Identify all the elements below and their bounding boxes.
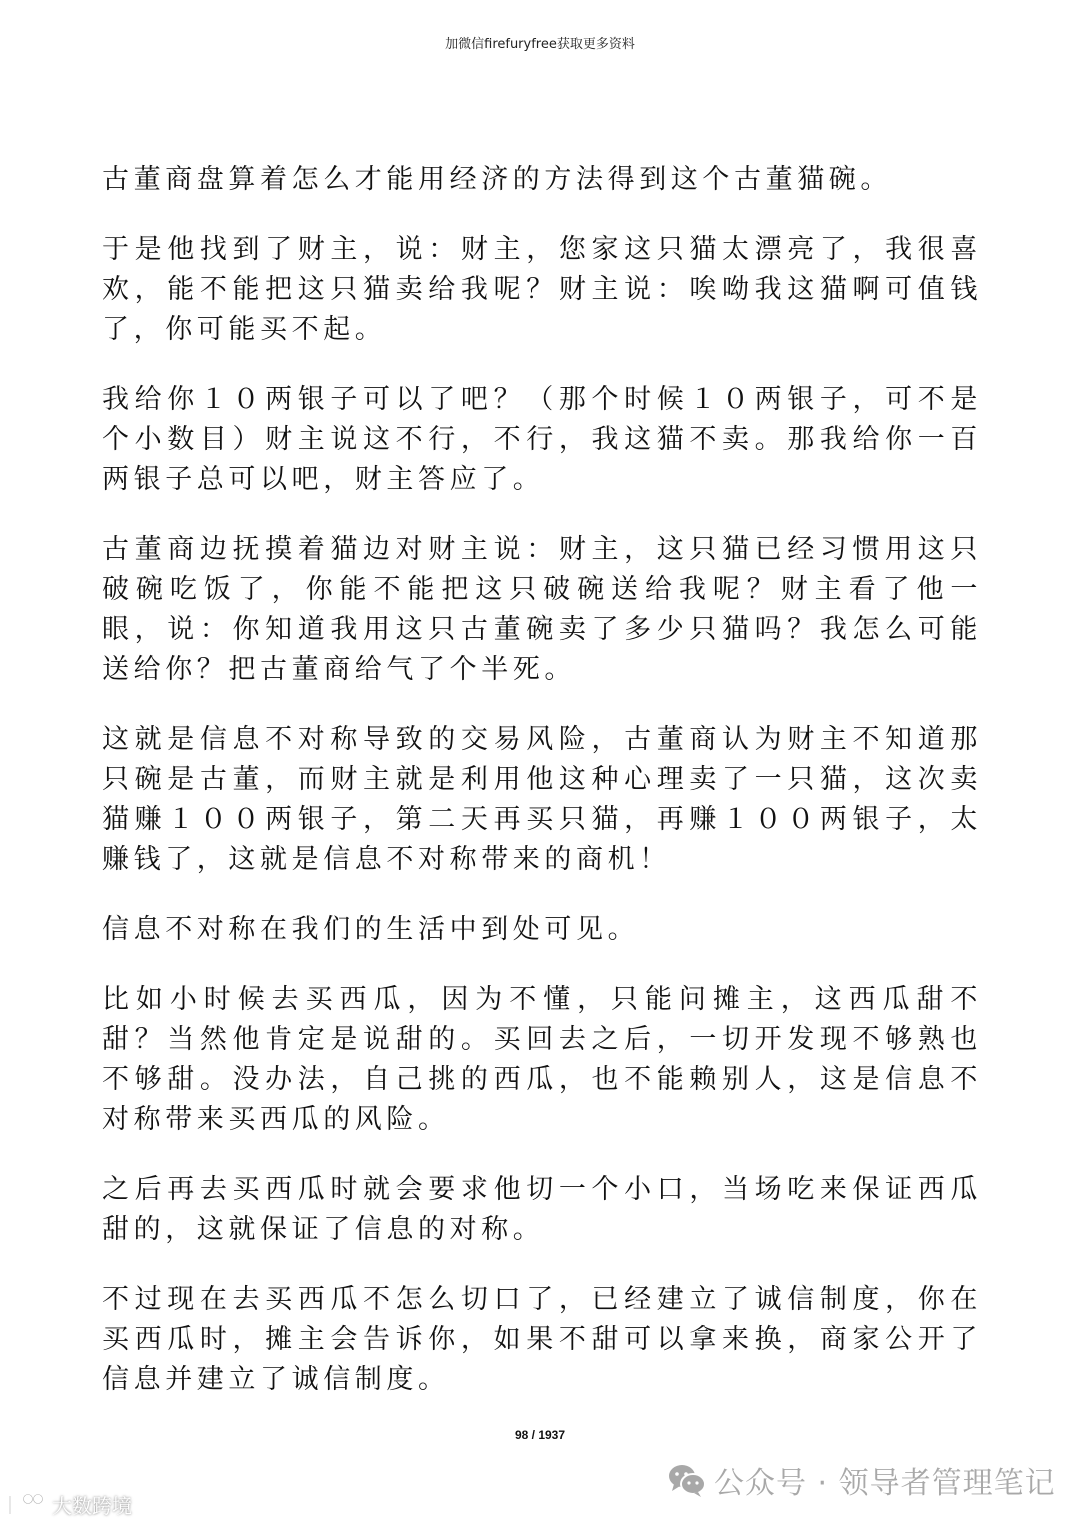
paragraph-3: 我给你１０两银子可以了吧？（那个时候１０两银子，可不是个小数目）财主说这不行，不行，我这猫不卖。那我给你一百两银子总可以吧，财主答应了。 (102, 384, 982, 495)
paragraph-9: 不过现在去买西瓜不怎么切口了，已经建立了诚信制度，你在买西瓜时，摊主会告诉你，如果不甜可以拿来换，商家公开了信息并建立了诚信制度。 (102, 1284, 982, 1395)
paragraph-2: 于是他找到了财主，说：财主，您家这只猫太漂亮了，我很喜欢，能不能把这只猫卖给我呢？财主说：唉呦我这猫啊可值钱了，你可能买不起。 (102, 234, 982, 345)
brand-label: 大数跨境 (52, 1494, 132, 1518)
page-number: 98 / 1937 (514, 1428, 566, 1442)
paragraph-4: 古董商边抚摸着猫边对财主说：财主，这只猫已经习惯用这只破碗吃饭了，你能不能把这只破碗送给我呢？财主看了他一眼，说：你知道我用这只古董碗卖了多少只猫吗？我怎么可能送给你？把古董商给气了个半死。 (102, 534, 982, 685)
logo-icon (6, 1492, 46, 1518)
brand-watermark (6, 1490, 132, 1519)
paragraph-5: 这就是信息不对称导致的交易风险，古董商认为财主不知道那只碗是古董，而财主就是利用他这种心理卖了一只猫，这次卖猫赚１００两银子，第二天再买只猫，再赚１００两银子，太赚钱了，这就是信息不对称带来的商机！ (102, 724, 982, 875)
paragraph-1: 古董商盘算着怎么才能用经济的方法得到这个古董猫碗。 (102, 164, 892, 195)
wechat-account-label: 公众号 · 领导者管理笔记 (714, 1466, 1056, 1501)
wechat-icon (668, 1463, 706, 1497)
document-body (102, 160, 982, 1430)
header-watermark: 加微信firefuryfree获取更多资料 (445, 37, 635, 52)
paragraph-6: 信息不对称在我们的生活中到处可见。 (102, 914, 640, 945)
wechat-account-watermark (668, 1458, 1056, 1502)
paragraph-7: 比如小时候去买西瓜，因为不懂，只能问摊主，这西瓜甜不甜？当然他肯定是说甜的。买回去之后，一切开发现不够熟也不够甜。没办法，自己挑的西瓜，也不能赖别人，这是信息不对称带来买西瓜的风险。 (102, 984, 982, 1135)
paragraph-8: 之后再去买西瓜时就会要求他切一个小口，当场吃来保证西瓜甜的，这就保证了信息的对称。 (102, 1174, 982, 1245)
